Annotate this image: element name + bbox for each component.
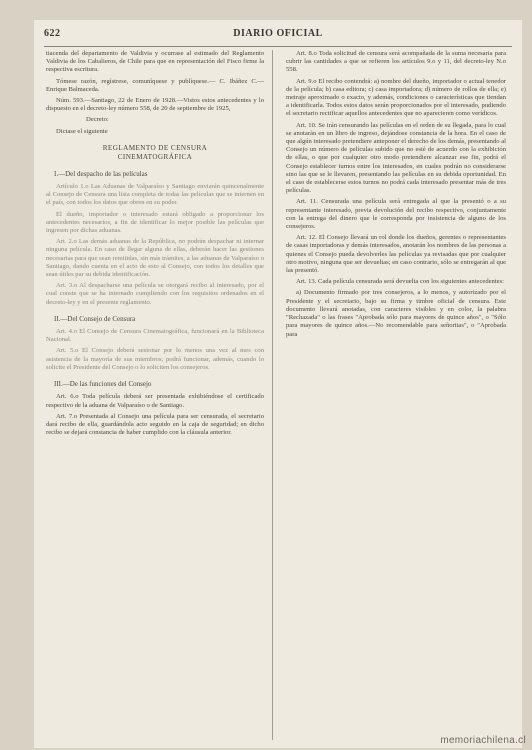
article-paragraph: Art. 4.o El Consejo de Censura Cinematográfica, funcionará en la Biblioteca Nacional. [46, 328, 264, 344]
decree-text: Dictase el siguiente [56, 127, 108, 135]
page-number: 622 [44, 28, 61, 39]
right-column [286, 50, 506, 740]
article-paragraph: Artículo 1.o Las Aduanas de Valparaíso y Santiago enviarán quincenalmente al Consejo de Censura una lista completa de todas las películas que se internen en el país, con todos los datos que obren en su poder. [46, 183, 264, 207]
article-paragraph: Art. 8.o Toda solicitud de censura será acompañada de la suma necesaria para cubrir las cantidades a que se refieren los artículos 9.o y 11, del decreto-ley N.o 558. [286, 50, 506, 74]
left-column [46, 50, 264, 740]
article-paragraph: Art. 11. Censurada una película será entregada al que la presentó o a su representante interesado, previa devolución del recibo respectivo, conjuntamente con la entrega del dinero que le corresponda por insistencia de alguno de los consejeros. [286, 198, 506, 231]
article-paragraph: Art. 13. Cada película censurada será devuelta con los siguientes antecedentes: [296, 278, 504, 286]
article-paragraph: Art. 5.o El Consejo deberá sesionar por lo menos una vez al mes con asistencia de la mayoría de sus miembros; podrá funcionar, además, cuando lo solicite el Presidente del Consejo o lo soliciten los consejeros. [46, 347, 264, 371]
article-paragraph: Art. 3.o Al despacharse una película se otorgará recibo al interesado, por el cual conste que se ha internado cumpliendo con los requisitos ordenados en el decreto-ley y en el presente reglamento. [46, 282, 264, 306]
article-paragraph: Art. 6.o Toda película deberá ser presentada exhibiéndose el certificado respectivo de la aduana de Valparaíso o de Santiago. [46, 393, 264, 409]
section-heading: II.—Del Consejo de Censura [54, 314, 136, 323]
section-heading: I.—Del despacho de las películas [54, 169, 148, 178]
article-paragraph: Art. 12. El Consejo llevará un rol donde los dueños, gerentes o representantes de casas importadoras y demás interesados, anotarán los nombres de las personas a quienes el Consejo pueda devolverles las películas ya revisadas que por cualquier otro motivo, ninguna que ser devueltas; en caso contrario, sólo se entregarán al que las presentó. [286, 234, 506, 275]
header-rule [44, 46, 512, 47]
article-paragraph: Art. 2.o Las demás aduanas de la República, no podrán despachar ni internar ninguna película. En caso de llegar alguna de ellas, deberán hacer las gestiones necesarias para que sean remitidas, sin más trámites, a las aduanas de Valparaíso o Santiago, dando cuenta en el acto de esto al Consejo, con todos los detalles que sean útiles par su debida identificación. [46, 238, 264, 279]
regulation-title-line2: CINEMATOGRÁFICA [117, 152, 193, 161]
decree-label: Decreto: [86, 116, 109, 124]
newspaper-title: DIARIO OFICIAL [233, 28, 323, 39]
intro-paragraph: Tómese razón, regístrese, comuníquese y publíquese.— C. Ibáñez C.— Enrique Balmaceda. [46, 77, 264, 93]
article-paragraph: a) Documento firmado por tres consejeros, a lo menos, y autorizado por el Presidente y el secretario, bajo su firma y timbre oficial de censura. Este documento llevará anotadas, con caracteres visibles y en color, la palabra "Rechazada" o las frases "Aprobada sólo para mayores de quince años", o "Sólo para mayores de quince años.—No recomendable para señoritas", o "Aprobada para [286, 289, 506, 338]
article-paragraph: Art. 10. Se irán censurando las películas en el orden de su llegada, para lo cual se anotarán en un libro de ingreso, dejándose constancia de la hora. En el caso de que algún interesado pretendiere anteponer el derecho de los demás, presentando al Consejo un número de películas subido que no esté de acuerdo con la exhibición de ellas, o que por cualquier otro modo pretendiere alcanzar ese fin, podrá el Consejo establecer turnos entre los interesados, en cuales podrán no considerarse sino las que se le llevaren, presentando las películas en su debida oportunidad. En el caso de establecerse estos turnos no podrá cada interesado presentar más de tres películas. [286, 121, 506, 195]
article-paragraph: Art. 7.o Presentada al Consejo una película para ser censurada, el secretario dará recibo de ella, guardándola acto seguido en la caja de seguridad; en dicho recibo se dejará constancia de haber cumplido con la cláusula anterior. [46, 412, 264, 437]
regulation-title-line1: REGLAMENTO DE CENSURA [102, 143, 208, 152]
section-heading: III.—De las funciones del Consejo [54, 380, 152, 389]
intro-paragraph: tiacenda del departamento de Valdivia y ocurrase al estimado del Reglamento Valdivia de los Cabalieros, de Chile para que en representación del Fisco firme la respectiva escritura. [46, 50, 264, 74]
decree-paragraph: Núm. 593.—Santiago, 22 de Enero de 1928.—Vistos estos antecedentes y lo dispuesto en el decreto-ley número 558, de 20 de septiembre de 1925, [46, 97, 264, 113]
page-header [44, 28, 512, 44]
source-watermark: memoriachilena.cl [440, 735, 526, 746]
article-paragraph: El dueño, importador o interesado estará obligado a proporcionar los antecedentes necesarios, a fin de identificar lo mejor posible las películas que ingresen por dichas aduanas. [46, 210, 264, 235]
regulation-title [46, 144, 264, 162]
column-divider [272, 50, 273, 740]
newspaper-page [34, 20, 522, 748]
article-paragraph: Art. 9.o El recibo contendrá: a) nombre del dueño, importador o actual tenedor de la película; b) casa editora; c) casa importadora; d) número de rollos de ella; e) metraje aproximado o exacto, y además, condiciones o características que tiendan a identificarla. Todos estos datos serán proporcionados por el interesado, pudiendo el secretario rectificar aquellos antecedentes que no aparecieren como verídicos. [286, 77, 506, 118]
